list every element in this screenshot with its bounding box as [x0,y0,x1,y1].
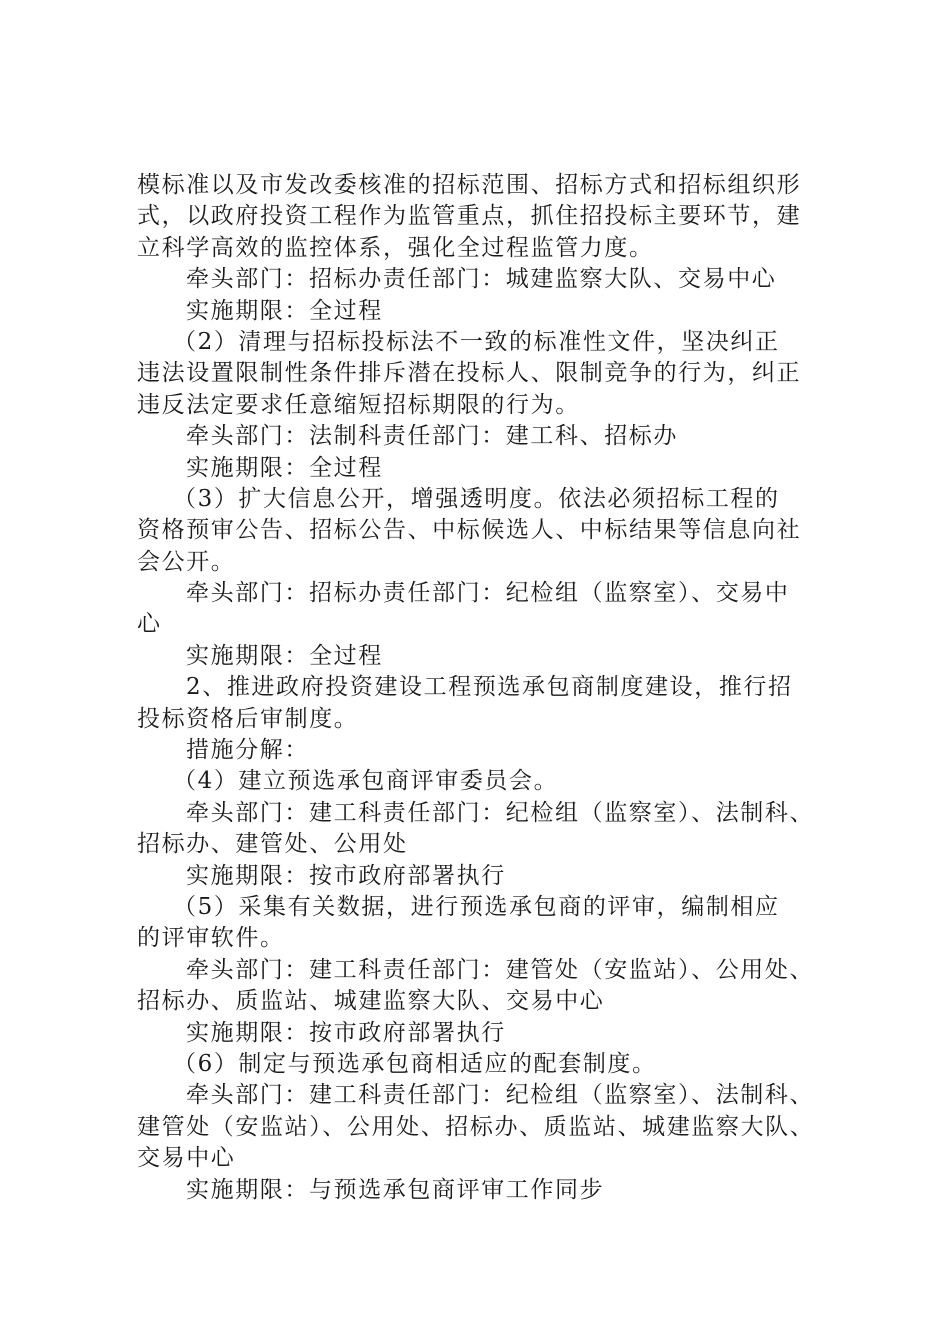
text-line: 立科学高效的监控体系，强化全过程监管力度。 [137,234,654,261]
text-line: （4）建立预选承包商评审委员会。 [173,768,559,795]
text-line: 牵头部门：招标办责任部门：城建监察大队、交易中心 [186,266,777,293]
text-line: 招标办、建管处、公用处 [137,831,408,858]
text-line: 模标准以及市发改委核准的招标范围、招标方式和招标组织形 [137,172,802,198]
text-line: 违反法定要求任意缩短招标期限的行为。 [137,391,580,418]
text-line: 会公开。 [137,548,236,575]
text-line: 牵头部门：建工科责任部门：建管处（安监站）、公用处、 [186,956,815,983]
text-line: 建管处（安监站）、公用处、招标办、质监站、城建监察大队、 [137,1113,815,1140]
text-line: 交易中心 [137,1145,236,1172]
text-line: 投标资格后审制度。 [137,705,359,732]
text-line: 的评审软件。 [137,925,285,952]
text-line: 2、推进政府投资建设工程预选承包商制度建设，推行招 [186,674,793,701]
text-line: 措施分解： [186,737,309,764]
text-line: 心 [137,611,162,638]
text-line: 实施期限：与预选承包商评审工作同步 [186,1176,605,1203]
text-line: 资格预审公告、招标公告、中标候选人、中标结果等信息向社 [137,517,802,544]
text-line: （3）扩大信息公开，增强透明度。依法必须招标工程的 [173,485,780,512]
text-line: 实施期限：全过程 [186,297,383,324]
text-line: 实施期限：全过程 [186,454,383,481]
text-line: （2）清理与招标投标法不一致的标准性文件，坚决纠正 [173,328,780,355]
text-line: 实施期限：全过程 [186,642,383,669]
text-line: 实施期限：按市政府部署执行 [186,1019,506,1046]
text-line: 招标办、质监站、城建监察大队、交易中心 [137,988,605,1015]
text-line: 违法设置限制性条件排斥潜在投标人、限制竞争的行为，纠正 [137,360,802,387]
text-line: 牵头部门：建工科责任部门：纪检组（监察室）、法制科、 [186,799,815,826]
text-line: （5）采集有关数据，进行预选承包商的评审，编制相应 [173,893,780,920]
text-line: 牵头部门：建工科责任部门：纪检组（监察室）、法制科、 [186,1082,815,1109]
document-body [137,170,837,1206]
text-line: 牵头部门：法制科责任部门：建工科、招标办 [186,423,678,450]
text-line: 式，以政府投资工程作为监管重点，抓住招投标主要环节，建 [137,203,802,230]
text-line: 牵头部门：招标办责任部门：纪检组（监察室）、交易中 [186,580,790,607]
text-line: （6）制定与预选承包商相适应的配套制度。 [173,1050,657,1077]
text-line: 实施期限：按市政府部署执行 [186,862,506,889]
